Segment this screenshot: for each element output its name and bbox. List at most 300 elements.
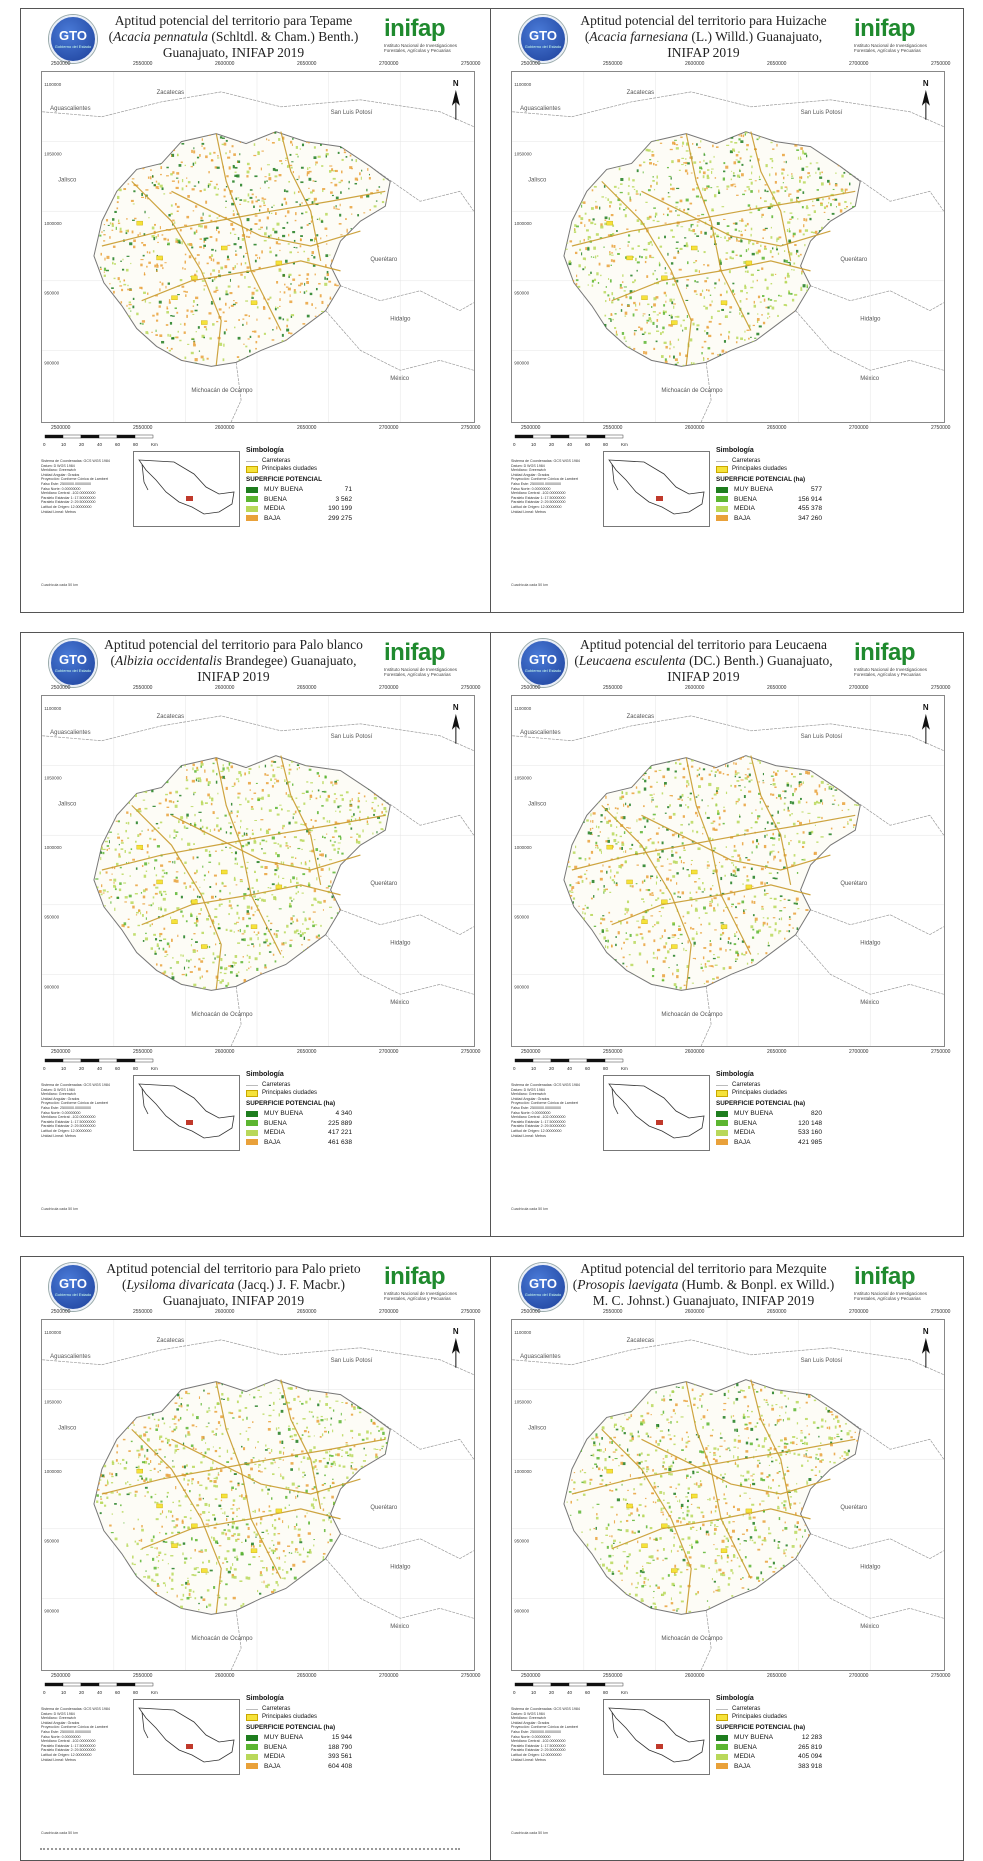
projection-notes <box>41 1083 129 1138</box>
suitability-cell <box>343 947 345 950</box>
suitability-cell <box>191 352 194 354</box>
suitability-cell <box>803 233 805 235</box>
suitability-cell <box>97 984 99 986</box>
suitability-cell <box>217 262 220 265</box>
suitability-cell <box>109 136 111 137</box>
suitability-cell <box>625 207 627 209</box>
suitability-cell <box>281 950 282 951</box>
suitability-cell <box>669 899 670 900</box>
suitability-cell <box>738 138 740 140</box>
suitability-cell <box>371 216 373 217</box>
suitability-cell <box>678 339 679 341</box>
suitability-cell <box>677 316 680 318</box>
suitability-cell <box>250 966 251 967</box>
suitability-cell <box>388 798 390 801</box>
suitability-cell <box>599 263 601 266</box>
suitability-cell <box>166 872 168 874</box>
suitability-cell <box>168 214 170 216</box>
suitability-cell <box>183 935 185 938</box>
suitability-cell <box>240 774 242 777</box>
suitability-cell <box>239 359 240 360</box>
suitability-cell <box>680 248 683 250</box>
suitability-cell <box>391 270 392 271</box>
suitability-cell <box>392 799 393 802</box>
suitability-cell <box>604 291 607 293</box>
suitability-cell <box>636 190 638 192</box>
suitability-cell <box>194 922 197 924</box>
suitability-cell <box>190 959 191 961</box>
suitability-cell <box>573 293 575 295</box>
suitability-cell <box>638 791 641 794</box>
suitability-cell <box>294 836 297 838</box>
suitability-cell <box>93 286 96 289</box>
suitability-cell <box>759 131 761 133</box>
suitability-cell <box>213 152 215 154</box>
suitability-cell <box>626 229 628 230</box>
suitability-cell <box>193 991 196 993</box>
suitability-cell <box>657 957 658 960</box>
suitability-cell <box>736 802 737 804</box>
suitability-cell <box>231 756 233 758</box>
suitability-cell <box>129 301 131 303</box>
suitability-cell <box>246 175 248 177</box>
suitability-cell <box>837 231 840 232</box>
suitability-cell <box>598 324 600 325</box>
suitability-cell <box>700 140 701 142</box>
suitability-cell <box>216 184 218 186</box>
suitability-cell <box>242 238 244 241</box>
suitability-cell <box>203 358 205 360</box>
suitability-cell <box>600 328 601 329</box>
suitability-cell <box>171 939 173 942</box>
city-marker <box>251 925 257 929</box>
suitability-cell <box>582 911 583 914</box>
suitability-cell <box>156 320 158 322</box>
suitability-cell <box>307 258 309 259</box>
suitability-cell <box>358 346 361 347</box>
suitability-cell <box>232 136 233 137</box>
suitability-cell <box>94 303 96 306</box>
suitability-cell <box>568 177 570 180</box>
suitability-cell <box>563 241 565 243</box>
suitability-cell <box>618 367 620 369</box>
suitability-cell <box>186 959 187 961</box>
suitability-cell <box>628 192 630 195</box>
suitability-cell <box>243 361 245 364</box>
suitability-cell <box>118 775 121 776</box>
suitability-cell <box>272 339 275 340</box>
scale-segment <box>605 435 623 438</box>
suitability-cell <box>376 929 378 931</box>
map-title-species: Albizia occidentalis <box>115 653 222 668</box>
suitability-cell <box>776 246 777 248</box>
suitability-cell <box>613 150 615 153</box>
suitability-cell <box>302 873 305 875</box>
suitability-cell <box>605 197 606 198</box>
suitability-cell <box>380 840 382 843</box>
suitability-cell <box>300 930 301 932</box>
suitability-cell <box>262 130 264 131</box>
suitability-cell <box>219 890 221 892</box>
suitability-cell <box>254 793 257 794</box>
legend-class-row <box>246 514 456 524</box>
suitability-cell <box>317 219 318 220</box>
suitability-cell <box>166 133 168 135</box>
suitability-cell <box>394 237 396 239</box>
suitability-cell <box>95 137 98 138</box>
suitability-cell <box>118 223 120 224</box>
suitability-cell <box>335 363 336 365</box>
suitability-cell <box>210 220 212 222</box>
suitability-cell <box>173 801 174 803</box>
suitability-cell <box>733 172 735 174</box>
projection-note: Falso Norte: 0.00000000 <box>41 487 129 492</box>
suitability-cell <box>194 814 195 816</box>
suitability-cell <box>108 225 110 226</box>
suitability-cell <box>296 179 298 180</box>
region-label: Jalisco <box>58 801 77 807</box>
suitability-cell <box>371 950 373 952</box>
suitability-cell <box>619 355 622 357</box>
suitability-cell <box>144 272 145 275</box>
suitability-cell <box>255 215 258 216</box>
suitability-cell <box>279 908 282 909</box>
suitability-cell <box>815 172 816 174</box>
suitability-cell <box>272 228 274 231</box>
suitability-cell <box>620 183 623 185</box>
suitability-cell <box>753 280 754 282</box>
suitability-cell <box>154 224 156 226</box>
suitability-cell <box>827 219 829 220</box>
suitability-cell <box>815 271 817 274</box>
suitability-cell <box>358 255 360 257</box>
suitability-cell <box>382 829 383 830</box>
suitability-cell <box>854 341 856 344</box>
suitability-cell <box>108 323 111 325</box>
suitability-cell <box>385 949 387 952</box>
suitability-cell <box>316 340 319 342</box>
suitability-cell <box>166 324 168 326</box>
suitability-cell <box>140 259 143 260</box>
suitability-cell <box>362 882 365 884</box>
suitability-cell <box>114 278 116 279</box>
suitability-cell <box>330 297 331 300</box>
x-tick-top: 2750000 <box>461 685 480 691</box>
suitability-cell <box>578 142 580 145</box>
suitability-cell <box>295 798 297 799</box>
suitability-cell <box>274 180 276 181</box>
suitability-cell <box>238 337 241 340</box>
suitability-cell <box>143 940 144 942</box>
suitability-cell <box>697 225 699 227</box>
suitability-cell <box>246 322 247 325</box>
suitability-cell <box>206 827 208 829</box>
suitability-cell <box>121 848 124 850</box>
suitability-cell <box>113 882 115 883</box>
suitability-cell <box>196 331 197 332</box>
suitability-cell <box>739 312 740 314</box>
suitability-cell <box>696 324 699 326</box>
suitability-cell <box>351 364 352 366</box>
suitability-cell <box>121 289 123 291</box>
suitability-cell <box>249 350 251 353</box>
suitability-cell <box>198 181 199 183</box>
suitability-cell <box>388 288 390 289</box>
suitability-cell <box>277 865 279 868</box>
suitability-cell <box>192 131 194 134</box>
suitability-cell <box>193 856 195 859</box>
suitability-cell <box>633 348 635 350</box>
suitability-cell <box>635 304 636 307</box>
suitability-cell <box>208 784 210 786</box>
suitability-cell <box>753 325 755 326</box>
suitability-cell <box>106 775 108 776</box>
suitability-cell <box>667 253 668 256</box>
suitability-cell <box>363 212 365 213</box>
projection-note: Meridiano Central: -102.00000000 <box>41 491 129 496</box>
suitability-cell <box>829 786 832 788</box>
suitability-cell <box>580 240 581 242</box>
suitability-cell <box>370 139 373 140</box>
suitability-cell <box>393 816 395 819</box>
suitability-cell <box>265 765 266 768</box>
suitability-cell <box>328 885 331 887</box>
suitability-cell <box>345 868 346 870</box>
suitability-cell <box>111 347 113 350</box>
suitability-cell <box>316 798 318 800</box>
suitability-cell <box>390 293 392 296</box>
suitability-cell <box>695 260 697 262</box>
suitability-cell <box>126 314 128 317</box>
suitability-cell <box>833 143 835 144</box>
suitability-cell <box>813 319 815 320</box>
suitability-cell <box>657 314 659 315</box>
suitability-cell <box>152 175 153 177</box>
suitability-cell <box>214 829 215 831</box>
suitability-cell <box>195 162 196 164</box>
suitability-cell <box>211 159 213 161</box>
suitability-cell <box>685 165 686 166</box>
scale-segment <box>117 1059 135 1062</box>
suitability-cell <box>588 368 590 369</box>
suitability-cell <box>288 822 290 825</box>
suitability-cell <box>160 185 163 188</box>
x-tick-bottom: 2700000 <box>849 1049 868 1055</box>
suitability-cell <box>577 343 578 345</box>
suitability-cell <box>105 142 106 145</box>
suitability-cell <box>783 962 786 964</box>
suitability-cell <box>673 955 675 957</box>
suitability-cell <box>265 351 266 354</box>
suitability-cell <box>673 303 676 304</box>
suitability-cell <box>758 351 760 352</box>
suitability-cell <box>656 325 657 328</box>
suitability-cell <box>770 142 772 143</box>
suitability-cell <box>859 332 861 335</box>
suitability-cell <box>763 229 766 231</box>
suitability-cell <box>803 181 806 183</box>
suitability-cell <box>761 808 762 810</box>
suitability-cell <box>384 848 387 851</box>
class-value: 190 199 <box>308 504 352 514</box>
suitability-cell <box>863 142 866 145</box>
suitability-cell <box>94 212 97 214</box>
suitability-cell <box>634 189 635 190</box>
suitability-cell <box>117 897 120 898</box>
suitability-cell <box>389 864 391 867</box>
suitability-cell <box>358 243 360 245</box>
suitability-cell <box>330 182 332 183</box>
suitability-cell <box>268 177 271 180</box>
suitability-cell <box>757 318 760 321</box>
projection-note: Falso Este: 2500000.00000000 <box>511 482 599 487</box>
suitability-cell <box>706 187 707 189</box>
suitability-cell <box>653 814 656 816</box>
suitability-cell <box>292 144 293 146</box>
suitability-cell <box>175 307 177 309</box>
suitability-cell <box>290 141 292 144</box>
suitability-cell <box>777 315 779 317</box>
suitability-cell <box>141 892 142 894</box>
suitability-cell <box>248 193 250 196</box>
suitability-cell <box>369 367 371 369</box>
suitability-cell <box>353 357 354 359</box>
suitability-cell <box>126 269 129 272</box>
suitability-cell <box>807 326 809 327</box>
suitability-cell <box>315 161 318 163</box>
suitability-cell <box>314 181 316 182</box>
suitability-cell <box>277 854 280 857</box>
suitability-cell <box>318 789 319 791</box>
x-tick-bottom: 2550000 <box>133 425 152 431</box>
suitability-cell <box>355 183 357 184</box>
suitability-cell <box>218 231 220 234</box>
suitability-cell <box>358 793 360 794</box>
city-marker <box>746 261 752 265</box>
suitability-cell <box>615 313 617 314</box>
suitability-cell <box>805 367 806 369</box>
suitability-cell <box>296 969 298 972</box>
suitability-cell <box>325 228 328 230</box>
x-tick-top: 2650000 <box>767 685 786 691</box>
suitability-cell <box>273 992 276 993</box>
suitability-cell <box>598 282 599 284</box>
suitability-cell <box>318 967 319 968</box>
suitability-cell <box>734 293 735 295</box>
suitability-cell <box>581 252 582 255</box>
suitability-cell <box>696 294 698 295</box>
suitability-cell <box>101 884 102 887</box>
suitability-cell <box>712 798 714 799</box>
suitability-cell <box>624 980 625 981</box>
suitability-cell <box>224 320 227 321</box>
suitability-cell <box>263 199 266 200</box>
suitability-cell <box>732 290 734 293</box>
class-name: MUY BUENA <box>734 485 778 495</box>
suitability-cell <box>333 357 335 360</box>
suitability-cell <box>120 182 122 183</box>
suitability-cell <box>159 352 161 353</box>
suitability-cell <box>835 884 837 886</box>
legend-class-row <box>246 1119 456 1129</box>
suitability-cell <box>392 839 395 841</box>
suitability-cell <box>722 350 725 353</box>
suitability-cell <box>665 301 666 303</box>
suitability-cell <box>631 351 634 354</box>
suitability-cell <box>569 151 571 154</box>
suitability-cell <box>295 154 297 155</box>
suitability-cell <box>98 358 100 359</box>
suitability-cell <box>280 291 281 292</box>
suitability-cell <box>223 885 226 886</box>
suitability-cell <box>300 934 302 937</box>
suitability-cell <box>184 826 186 829</box>
city-marker <box>157 256 163 260</box>
suitability-cell <box>385 811 387 813</box>
suitability-cell <box>696 143 698 145</box>
suitability-cell <box>824 212 826 213</box>
suitability-cell <box>614 778 617 780</box>
suitability-cell <box>204 285 207 286</box>
suitability-cell <box>754 305 756 308</box>
suitability-cell <box>731 873 732 876</box>
suitability-cell <box>371 807 373 809</box>
suitability-cell <box>284 198 286 200</box>
suitability-cell <box>807 284 808 286</box>
suitability-cell <box>172 130 174 132</box>
suitability-cell <box>818 240 819 243</box>
suitability-cell <box>259 898 261 899</box>
suitability-cell <box>104 919 106 921</box>
suitability-cell <box>254 175 257 177</box>
suitability-cell <box>186 177 187 178</box>
suitability-cell <box>746 298 748 299</box>
region-label: Aguascalientes <box>50 106 90 112</box>
suitability-cell <box>257 799 260 801</box>
suitability-cell <box>562 316 564 318</box>
suitability-cell <box>192 767 193 770</box>
class-swatch <box>716 515 728 521</box>
suitability-cell <box>354 284 356 287</box>
suitability-cell <box>692 188 695 190</box>
suitability-cell <box>374 241 375 242</box>
suitability-cell <box>757 363 759 365</box>
suitability-cell <box>838 203 840 206</box>
suitability-cell <box>102 823 103 825</box>
suitability-cell <box>587 937 590 938</box>
suitability-cell <box>372 802 374 803</box>
suitability-cell <box>251 849 254 852</box>
suitability-cell <box>178 180 179 183</box>
suitability-cell <box>320 925 321 927</box>
legend-title: Simbología <box>716 447 926 454</box>
projection-note: Unidad Lineal: Metros <box>41 510 129 515</box>
suitability-cell <box>799 784 801 787</box>
suitability-cell <box>382 803 383 805</box>
legend-class-row <box>246 504 456 514</box>
suitability-cell <box>193 150 195 153</box>
suitability-cell <box>169 299 170 301</box>
suitability-cell <box>289 903 291 906</box>
suitability-cell <box>178 364 179 366</box>
suitability-cell <box>213 259 214 262</box>
suitability-cell <box>764 976 767 979</box>
suitability-cell <box>229 150 230 153</box>
suitability-cell <box>225 985 227 987</box>
suitability-cell <box>645 202 647 203</box>
suitability-cell <box>329 868 330 871</box>
suitability-cell <box>288 181 290 183</box>
